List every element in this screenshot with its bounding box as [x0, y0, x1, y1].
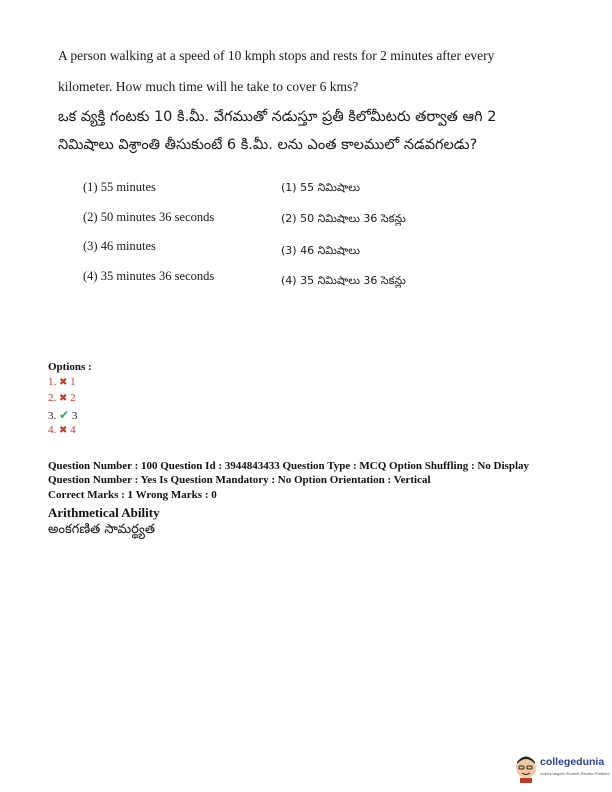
choice-4-english: (4) 35 minutes 36 seconds	[83, 269, 215, 283]
question-meta-line-2: Question Number : Yes Is Question Mandatory : No Option Orientation : Vertical	[48, 474, 431, 486]
option-row-3	[48, 408, 77, 423]
choice-3-telugu: (3) 46 నిమిషాలు	[281, 244, 360, 257]
choice-3-english: (3) 46 minutes	[83, 239, 156, 253]
brand-name: collegedunia	[540, 756, 605, 768]
choice-1-telugu: (1) 55 నిమిషాలు	[281, 181, 360, 194]
question-meta-line-1: Question Number : 100 Question Id : 3944843433 Question Type : MCQ Option Shuffling : No Display	[48, 460, 530, 472]
option-value: 2	[70, 392, 76, 404]
cross-icon: ✖	[59, 377, 68, 388]
question-text-english-1: A person walking at a speed of 10 kmph stops and rests for 2 minutes after every	[58, 48, 495, 63]
cross-icon: ✖	[59, 393, 68, 404]
option-number: 1.	[48, 376, 57, 388]
check-icon: ✔	[59, 408, 70, 422]
option-value: 4	[70, 424, 76, 436]
choice-4-telugu: (4) 35 నిమిషాలు 36 సెకన్లు	[281, 274, 406, 287]
option-number: 4.	[48, 424, 57, 436]
option-value: 1	[70, 376, 76, 388]
question-text-english-2: kilometer. How much time will he take to cover 6 kms?	[58, 79, 359, 94]
choice-2-english: (2) 50 minutes 36 seconds	[83, 210, 215, 224]
cross-icon: ✖	[59, 425, 68, 436]
choice-1-english: (1) 55 minutes	[83, 180, 156, 194]
option-row-4	[48, 424, 76, 436]
question-meta-line-3: Correct Marks : 1 Wrong Marks : 0	[48, 489, 217, 501]
option-number: 2.	[48, 392, 57, 404]
choice-2-telugu: (2) 50 నిమిషాలు 36 సెకన్లు	[281, 212, 406, 225]
option-row-1	[48, 376, 76, 388]
section-title: Arithmetical Ability	[48, 505, 160, 520]
options-heading: Options :	[48, 361, 92, 373]
question-text-telugu-2: నిమిషాలు విశ్రాంతి తీసుకుంటే 6 కి.మీ. లను ఎంత కాలములో నడవగలడు?	[58, 137, 478, 153]
option-number: 3.	[48, 410, 57, 422]
option-value: 3	[71, 410, 78, 422]
option-row-2	[48, 392, 76, 404]
section-title-telugu: అంకగణిత సామర్థ్యత	[48, 522, 156, 537]
brand-tagline: India's largest Student Review Platform	[540, 771, 610, 776]
question-text-telugu-1: ఒక వ్యక్తి గంటకు 10 కి.మీ. వేగముతో నడుస్తూ ప్రతీ కిలోమీటరు తర్వాత ఆగి 2	[58, 109, 497, 125]
